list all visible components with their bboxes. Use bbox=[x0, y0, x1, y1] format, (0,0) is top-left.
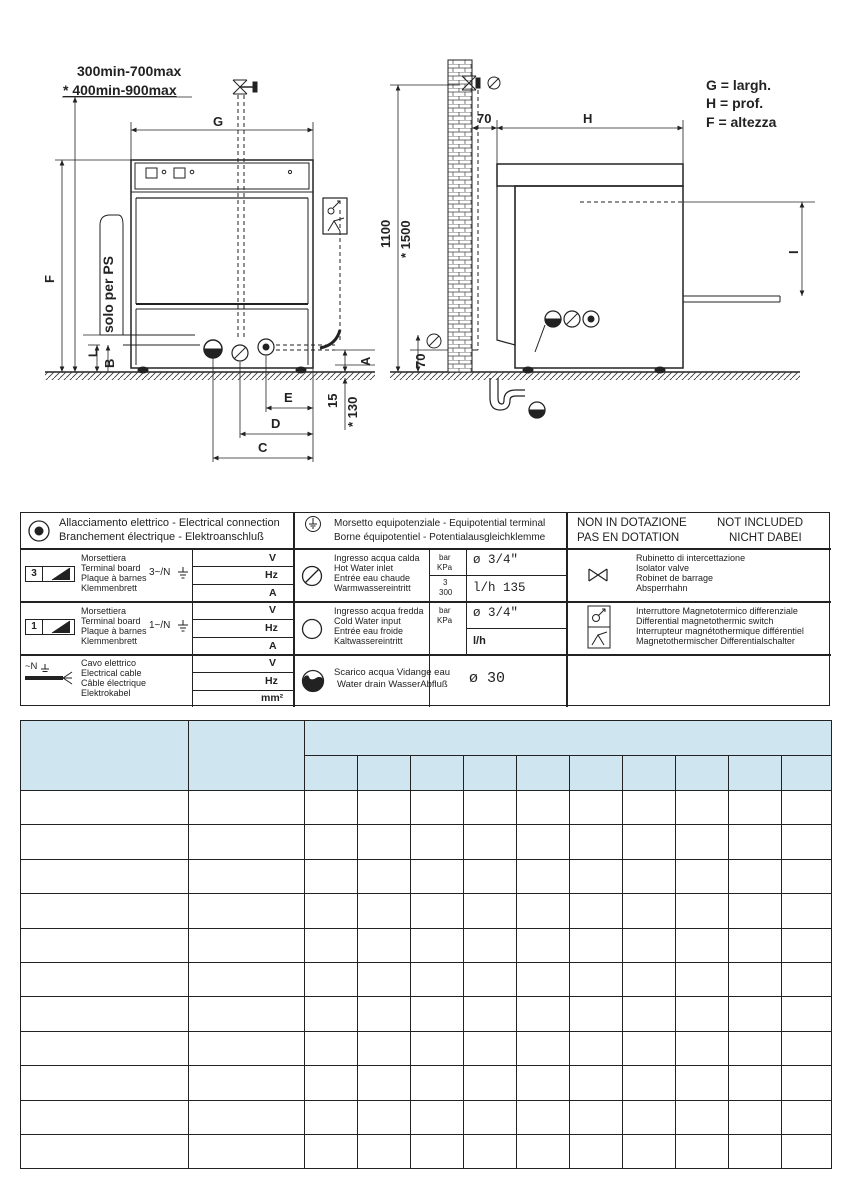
table-cell bbox=[411, 825, 464, 859]
table-cell bbox=[464, 962, 517, 996]
table-cell bbox=[411, 791, 464, 825]
key-g: G = largh. bbox=[706, 77, 771, 93]
equipotential-it-en: Morsetto equipotenziale - Equipotential terminal bbox=[334, 518, 546, 529]
table-row bbox=[21, 1066, 832, 1100]
cable-l1: Cavo elettrico bbox=[81, 658, 137, 668]
table-cell bbox=[411, 1100, 464, 1134]
isolator-l1: Rubinetto di intercettazione bbox=[636, 553, 746, 563]
table-cell bbox=[189, 928, 305, 962]
table-cell bbox=[623, 928, 676, 962]
terminal-3ph-l1: Morsettiera bbox=[81, 553, 127, 563]
table-cell bbox=[305, 1134, 358, 1168]
table-cell bbox=[729, 1134, 782, 1168]
terminal-1ph-symbol: 1 bbox=[25, 619, 75, 635]
table-cell bbox=[676, 1100, 729, 1134]
table-row bbox=[21, 1100, 832, 1134]
dim-1100-label: 1100 bbox=[378, 219, 393, 248]
terminal-3ph-a: A bbox=[269, 587, 277, 599]
terminal-3ph-symbol: 3 bbox=[25, 566, 75, 582]
table-row bbox=[21, 894, 832, 928]
table-cell bbox=[570, 1134, 623, 1168]
table-cell bbox=[21, 928, 189, 962]
table-row bbox=[21, 928, 832, 962]
table-cell bbox=[305, 997, 358, 1031]
table-row bbox=[21, 1031, 832, 1065]
isolator-valve-icon bbox=[587, 568, 609, 582]
table-cell bbox=[517, 791, 570, 825]
dim-70-bottom-label: 70 bbox=[413, 353, 428, 368]
table-cell bbox=[676, 894, 729, 928]
cold-water-bar: bar bbox=[439, 606, 451, 615]
cable-v: V bbox=[269, 657, 277, 669]
subheader-cell bbox=[729, 756, 782, 791]
table-cell bbox=[464, 1031, 517, 1065]
not-included-it: NON IN DOTAZIONE bbox=[577, 517, 687, 529]
table-cell bbox=[189, 859, 305, 893]
table-cell bbox=[676, 962, 729, 996]
table-cell bbox=[464, 997, 517, 1031]
drain-trap bbox=[490, 378, 545, 418]
table-row bbox=[21, 1134, 832, 1168]
terminal-1ph-l1: Morsettiera bbox=[81, 606, 127, 616]
dim-e-label: E bbox=[284, 390, 293, 405]
table-cell bbox=[570, 894, 623, 928]
cold-water-kpa: KPa bbox=[437, 616, 453, 625]
table-cell bbox=[729, 1100, 782, 1134]
earth-icon bbox=[177, 619, 189, 633]
earth-icon bbox=[177, 566, 189, 580]
cold-water-flow: l/h bbox=[473, 635, 486, 647]
header-cell bbox=[189, 721, 305, 791]
terminal-1ph-hz: Hz bbox=[265, 622, 278, 634]
dim-a-label: A bbox=[358, 356, 373, 366]
magnetothermic-l2: Differential magnetothermic switch bbox=[636, 616, 774, 626]
table-cell bbox=[517, 894, 570, 928]
table-cell bbox=[189, 1134, 305, 1168]
table-cell bbox=[305, 825, 358, 859]
table-cell bbox=[782, 894, 832, 928]
table-cell bbox=[358, 859, 411, 893]
front-connections bbox=[204, 210, 340, 361]
dim-h-label: H bbox=[583, 111, 593, 126]
table-cell bbox=[305, 962, 358, 996]
cold-water-icon bbox=[301, 618, 323, 640]
floor-right bbox=[390, 372, 800, 380]
header-cell bbox=[21, 721, 189, 791]
table-cell bbox=[464, 928, 517, 962]
table-cell bbox=[411, 1031, 464, 1065]
table-cell bbox=[358, 825, 411, 859]
electrical-cable-icon bbox=[25, 662, 75, 688]
table-cell bbox=[570, 859, 623, 893]
table-cell bbox=[358, 791, 411, 825]
hot-water-flow: l/h 135 bbox=[473, 581, 526, 595]
table-cell bbox=[517, 859, 570, 893]
hot-water-pressure-kpa: 300 bbox=[439, 588, 453, 597]
table-cell bbox=[676, 859, 729, 893]
terminal-1ph-phase: 1~/N bbox=[149, 620, 171, 631]
table-cell bbox=[358, 1134, 411, 1168]
hot-water-icon bbox=[301, 565, 323, 587]
table-cell bbox=[517, 928, 570, 962]
table-cell bbox=[464, 1066, 517, 1100]
dim-c-label: C bbox=[258, 440, 268, 455]
equipotential-icon bbox=[304, 515, 322, 533]
subheader-cell bbox=[358, 756, 411, 791]
cable-symbol-label: ~N bbox=[25, 661, 38, 672]
table-cell bbox=[358, 1066, 411, 1100]
table-cell bbox=[411, 1066, 464, 1100]
subheader-cell bbox=[305, 756, 358, 791]
table-cell bbox=[21, 791, 189, 825]
table-cell bbox=[570, 1066, 623, 1100]
table-cell bbox=[21, 962, 189, 996]
table-cell bbox=[517, 962, 570, 996]
table-cell bbox=[782, 1031, 832, 1065]
water-supply-line bbox=[233, 80, 257, 340]
table-cell bbox=[305, 894, 358, 928]
isolator-l3: Robinet de barrage bbox=[636, 573, 714, 583]
table-cell bbox=[517, 1031, 570, 1065]
table-cell bbox=[21, 859, 189, 893]
table-cell bbox=[570, 1100, 623, 1134]
water-drain-icon bbox=[301, 669, 325, 693]
subheader-cell bbox=[676, 756, 729, 791]
table-cell bbox=[570, 928, 623, 962]
table-cell bbox=[729, 1066, 782, 1100]
table-cell bbox=[358, 928, 411, 962]
switch-box-icon bbox=[323, 198, 347, 234]
terminal-3ph-v: V bbox=[269, 552, 277, 564]
magnetothermic-switch-icon bbox=[587, 605, 611, 649]
subheader-cell bbox=[411, 756, 464, 791]
table-cell bbox=[189, 962, 305, 996]
cold-water-l2: Cold Water input bbox=[334, 616, 401, 626]
hot-water-kpa: KPa bbox=[437, 563, 453, 572]
table-cell bbox=[464, 894, 517, 928]
floor-left bbox=[45, 372, 375, 380]
table-cell bbox=[729, 859, 782, 893]
hot-water-bar: bar bbox=[439, 553, 451, 562]
wall bbox=[448, 60, 472, 372]
table-cell bbox=[21, 1100, 189, 1134]
table-cell bbox=[676, 997, 729, 1031]
table-cell bbox=[729, 928, 782, 962]
subheader-cell bbox=[782, 756, 832, 791]
dim-i-label: I bbox=[786, 250, 801, 254]
terminal-3ph-l4: Klemmenbrett bbox=[81, 583, 138, 593]
table-cell bbox=[623, 1134, 676, 1168]
header-cell bbox=[305, 721, 832, 756]
cold-water-l3: Entrée eau froide bbox=[334, 626, 404, 636]
hot-water-l4: Warmwassereintritt bbox=[334, 583, 411, 593]
cable-l2: Electrical cable bbox=[81, 668, 142, 678]
cold-water-l4: Kaltwassereintritt bbox=[334, 636, 403, 646]
table-cell bbox=[189, 1031, 305, 1065]
hot-water-l3: Entrée eau chaude bbox=[334, 573, 411, 583]
table-cell bbox=[729, 1031, 782, 1065]
table-cell bbox=[189, 997, 305, 1031]
table-cell bbox=[305, 859, 358, 893]
cold-water-l1: Ingresso acqua fredda bbox=[334, 606, 424, 616]
table-cell bbox=[411, 997, 464, 1031]
table-cell bbox=[517, 825, 570, 859]
table-cell bbox=[570, 1031, 623, 1065]
hot-water-pipe: ø 3/4" bbox=[473, 553, 519, 567]
table-row bbox=[21, 825, 832, 859]
table-cell bbox=[358, 1100, 411, 1134]
table-cell bbox=[411, 928, 464, 962]
table-cell bbox=[623, 962, 676, 996]
table-cell bbox=[570, 791, 623, 825]
subheader-cell bbox=[517, 756, 570, 791]
table-row bbox=[21, 859, 832, 893]
table-cell bbox=[729, 825, 782, 859]
table-cell bbox=[21, 997, 189, 1031]
table-cell bbox=[517, 1134, 570, 1168]
table-row bbox=[21, 791, 832, 825]
machine-side-view bbox=[497, 164, 780, 373]
table-cell bbox=[570, 962, 623, 996]
cable-l3: Câble électrique bbox=[81, 678, 147, 688]
subheader-cell bbox=[464, 756, 517, 791]
dim-15-label: 15 bbox=[325, 393, 340, 408]
table-cell bbox=[782, 928, 832, 962]
not-included-de: NICHT DABEI bbox=[729, 532, 802, 544]
magnetothermic-l3: Interrupteur magnétothermique différentiel bbox=[636, 626, 804, 636]
cold-water-pipe: ø 3/4" bbox=[473, 606, 519, 620]
table-cell bbox=[21, 825, 189, 859]
key-f: F = altezza bbox=[706, 114, 777, 130]
table-cell bbox=[782, 791, 832, 825]
table-cell bbox=[782, 997, 832, 1031]
terminal-1ph-l2: Terminal board bbox=[81, 616, 141, 626]
table-cell bbox=[623, 997, 676, 1031]
table-cell bbox=[623, 859, 676, 893]
water-height-range: 300min-700max bbox=[77, 63, 182, 79]
terminal-3ph-l2: Terminal board bbox=[81, 563, 141, 573]
table-cell bbox=[464, 1134, 517, 1168]
table-cell bbox=[676, 1066, 729, 1100]
subheader-cell bbox=[570, 756, 623, 791]
cable-l4: Elektrokabel bbox=[81, 688, 131, 698]
electrical-connection-icon bbox=[27, 519, 51, 543]
table-cell bbox=[623, 894, 676, 928]
table-cell bbox=[570, 825, 623, 859]
water-drain-pipe: ø 30 bbox=[469, 670, 506, 687]
table-cell bbox=[729, 962, 782, 996]
terminal-3ph-l3: Plaque à barnes bbox=[81, 573, 147, 583]
table-row bbox=[21, 962, 832, 996]
magnetothermic-l1: Interruttore Magnetotermico differenziale bbox=[636, 606, 798, 616]
table-cell bbox=[411, 1134, 464, 1168]
table-cell bbox=[729, 791, 782, 825]
dim-d-label: D bbox=[271, 416, 281, 431]
terminal-3ph-phase: 3~/N bbox=[149, 567, 171, 578]
subheader-cell bbox=[623, 756, 676, 791]
table-cell bbox=[305, 1100, 358, 1134]
magnetothermic-l4: Magnetothermischer Differentialschalter bbox=[636, 636, 795, 646]
table-cell bbox=[782, 962, 832, 996]
table-cell bbox=[358, 997, 411, 1031]
water-height-range-alt: * 400min-900max bbox=[63, 82, 177, 98]
cable-mm2: mm² bbox=[261, 692, 284, 704]
dim-130-label: * 130 bbox=[345, 396, 360, 427]
table-cell bbox=[517, 1066, 570, 1100]
table-cell bbox=[623, 1100, 676, 1134]
table-cell bbox=[729, 997, 782, 1031]
table-cell bbox=[464, 825, 517, 859]
table-cell bbox=[305, 1031, 358, 1065]
table-cell bbox=[189, 894, 305, 928]
terminal-1ph-a: A bbox=[269, 640, 277, 652]
table-cell bbox=[358, 894, 411, 928]
table-cell bbox=[411, 894, 464, 928]
table-cell bbox=[623, 1066, 676, 1100]
terminal-1ph-l4: Klemmenbrett bbox=[81, 636, 138, 646]
table-cell bbox=[189, 825, 305, 859]
cable-hz: Hz bbox=[265, 675, 278, 687]
table-cell bbox=[517, 1100, 570, 1134]
table-cell bbox=[782, 859, 832, 893]
terminal-1ph-v: V bbox=[269, 604, 277, 616]
isolator-l2: Isolator valve bbox=[636, 563, 690, 573]
dim-70-top-label: 70 bbox=[477, 111, 492, 126]
table-cell bbox=[782, 1100, 832, 1134]
water-drain-l1: Scarico acqua Vidange eau bbox=[334, 667, 451, 678]
table-cell bbox=[623, 1031, 676, 1065]
table-cell bbox=[517, 997, 570, 1031]
table-cell bbox=[21, 1134, 189, 1168]
hot-water-l1: Ingresso acqua calda bbox=[334, 553, 420, 563]
dim-1500-label: * 1500 bbox=[398, 220, 413, 258]
table-cell bbox=[189, 1100, 305, 1134]
table-cell bbox=[411, 962, 464, 996]
table-cell bbox=[358, 962, 411, 996]
hot-water-pressure-bar: 3 bbox=[443, 578, 448, 587]
table-cell bbox=[411, 859, 464, 893]
table-cell bbox=[676, 1134, 729, 1168]
table-cell bbox=[21, 1031, 189, 1065]
table-cell bbox=[305, 791, 358, 825]
not-included-en: NOT INCLUDED bbox=[717, 517, 804, 529]
table-cell bbox=[676, 1031, 729, 1065]
specifications-table bbox=[20, 720, 832, 1169]
table-cell bbox=[305, 928, 358, 962]
table-cell bbox=[464, 1100, 517, 1134]
table-cell bbox=[623, 825, 676, 859]
table-cell bbox=[570, 997, 623, 1031]
table-cell bbox=[189, 1066, 305, 1100]
table-cell bbox=[782, 1134, 832, 1168]
table-cell bbox=[21, 894, 189, 928]
table-cell bbox=[729, 894, 782, 928]
table-cell bbox=[464, 859, 517, 893]
dim-l-label: L bbox=[86, 349, 100, 357]
dim-g-label: G bbox=[213, 114, 224, 129]
table-cell bbox=[358, 1031, 411, 1065]
connection-legend bbox=[20, 512, 830, 706]
table-row bbox=[21, 997, 832, 1031]
table-cell bbox=[189, 791, 305, 825]
electrical-connection-fr-de: Branchement électrique - Elektroanschluß bbox=[59, 531, 264, 543]
table-cell bbox=[623, 791, 676, 825]
terminal-3ph-hz: Hz bbox=[265, 569, 278, 581]
water-drain-l2: Water drain WasserAbfluß bbox=[337, 679, 448, 690]
equipotential-fr-de: Borne équipotentiel - Potentialausgleichklemme bbox=[334, 532, 546, 543]
dim-b-label: B bbox=[102, 358, 117, 368]
machine-front-view bbox=[131, 160, 313, 373]
table-cell bbox=[21, 1066, 189, 1100]
table-cell bbox=[676, 928, 729, 962]
key-h: H = prof. bbox=[706, 95, 764, 111]
hot-water-l2: Hot Water inlet bbox=[334, 563, 394, 573]
solo-per-ps-label: solo per PS bbox=[100, 255, 116, 333]
table-cell bbox=[305, 1066, 358, 1100]
table-cell bbox=[676, 791, 729, 825]
table-cell bbox=[782, 1066, 832, 1100]
terminal-1ph-l3: Plaque à barnes bbox=[81, 626, 147, 636]
table-cell bbox=[676, 825, 729, 859]
isolator-l4: Absperrhahn bbox=[636, 583, 688, 593]
table-cell bbox=[782, 825, 832, 859]
table-cell bbox=[464, 791, 517, 825]
electrical-connection-it-en: Allacciamento elettrico - Electrical connection bbox=[59, 517, 280, 529]
dim-f-label: F bbox=[42, 275, 57, 283]
not-included-fr: PAS EN DOTATION bbox=[577, 532, 680, 544]
